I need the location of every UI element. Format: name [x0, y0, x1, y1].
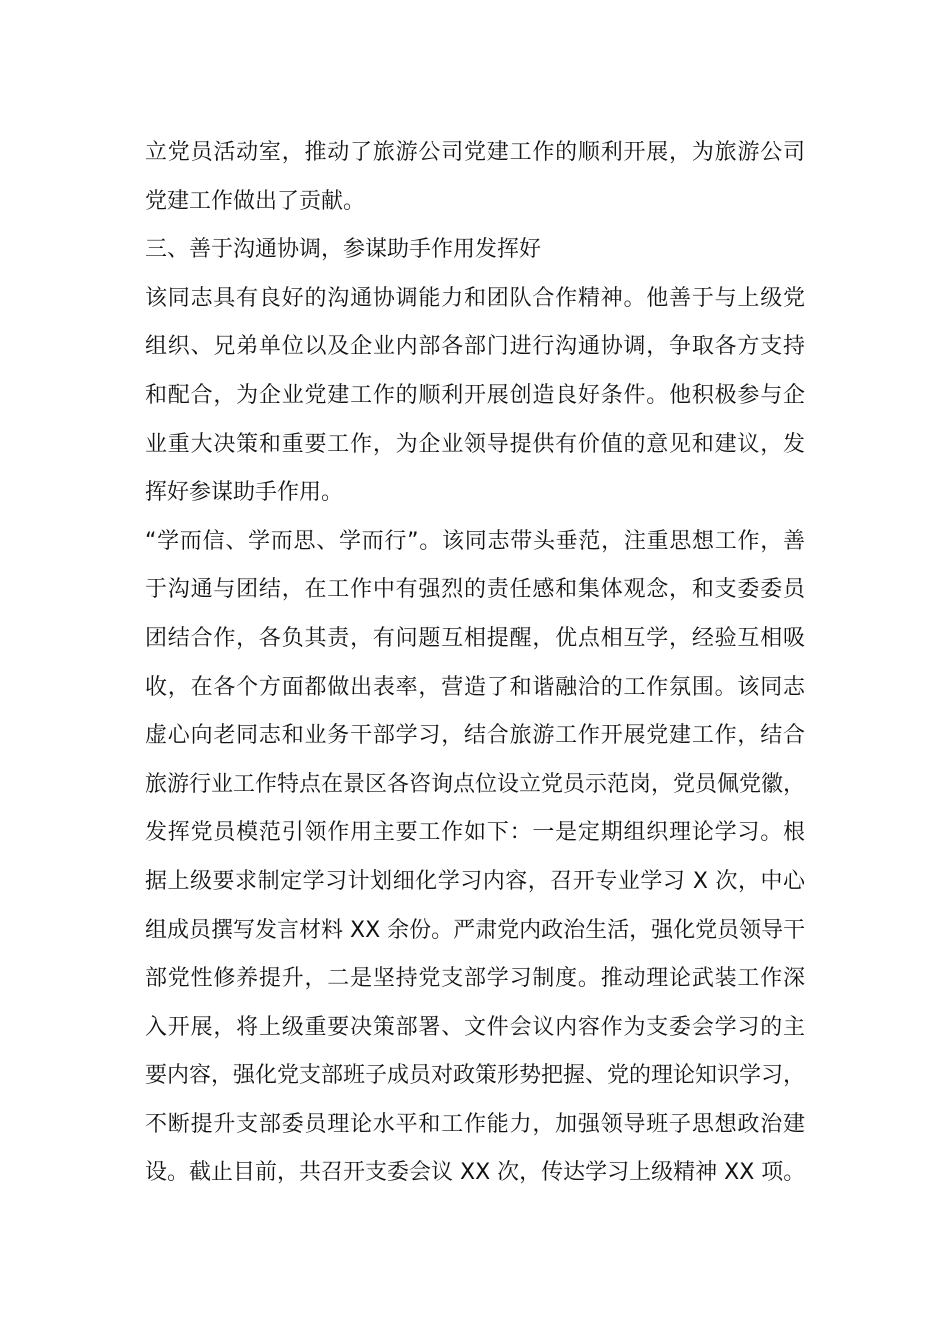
text-line: 组成员撰写发言材料 XX 余份。严肃党内政治生活，强化党员领导干: [145, 917, 806, 943]
text-line: 发挥党员模范引领作用主要工作如下：一是定期组织理论学习。根: [145, 820, 805, 846]
text-line: 业重大决策和重要工作，为企业领导提供有价值的意见和建议，发: [145, 431, 805, 457]
document-body: [145, 129, 805, 1198]
text-line: 虚心向老同志和业务干部学习，结合旅游工作开展党建工作，结合: [145, 723, 805, 749]
text-line: 不断提升支部委员理论水平和工作能力，加强领导班子思想政治建: [145, 1111, 805, 1137]
text-line: 入开展，将上级重要决策部署、文件会议内容作为支委会学习的主: [145, 1014, 805, 1040]
text-line: 设。截止目前，共召开支委会议 XX 次，传达学习上级精神 XX 项。: [145, 1160, 806, 1186]
text-line: 组织、兄弟单位以及企业内部各部门进行沟通协调，争取各方支持: [145, 334, 805, 360]
paragraph: [145, 129, 805, 226]
text-line: 收，在各个方面都做出表率，营造了和谐融洽的工作氛围。该同志: [145, 674, 805, 700]
text-line: 据上级要求制定学习计划细化学习内容，召开专业学习 X 次，中心: [145, 868, 805, 894]
text-line: 部党性修养提升，二是坚持党支部学习制度。推动理论武装工作深: [145, 966, 805, 992]
text-line: 立党员活动室，推动了旅游公司党建工作的顺利开展，为旅游公司: [145, 140, 805, 165]
text-line: 三、善于沟通协调，参谋助手作用发挥好: [145, 237, 542, 263]
text-line: 该同志具有良好的沟通协调能力和团队合作精神。他善于与上级党: [145, 285, 805, 311]
text-line: 和配合，为企业党建工作的顺利开展创造良好条件。他积极参与企: [145, 382, 805, 408]
text-line: 旅游行业工作特点在景区各咨询点位设立党员示范岗，党员佩党徽，: [145, 771, 806, 797]
text-line: 挥好参谋助手作用。: [145, 480, 344, 506]
text-line: “学而信、学而思、学而行”。该同志带头垂范，注重思想工作，善: [145, 528, 805, 554]
paragraph: [145, 518, 805, 1198]
text-line: 于沟通与团结，在工作中有强烈的责任感和集体观念，和支委委员: [145, 577, 805, 603]
text-line: 党建工作做出了贡献。: [145, 188, 366, 214]
section-heading: [145, 226, 805, 275]
text-line: 团结合作，各负其责，有问题互相提醒，优点相互学，经验互相吸: [145, 625, 805, 651]
paragraph: [145, 275, 805, 518]
text-line: 要内容，强化党支部班子成员对政策形势把握、党的理论知识学习，: [145, 1063, 806, 1089]
